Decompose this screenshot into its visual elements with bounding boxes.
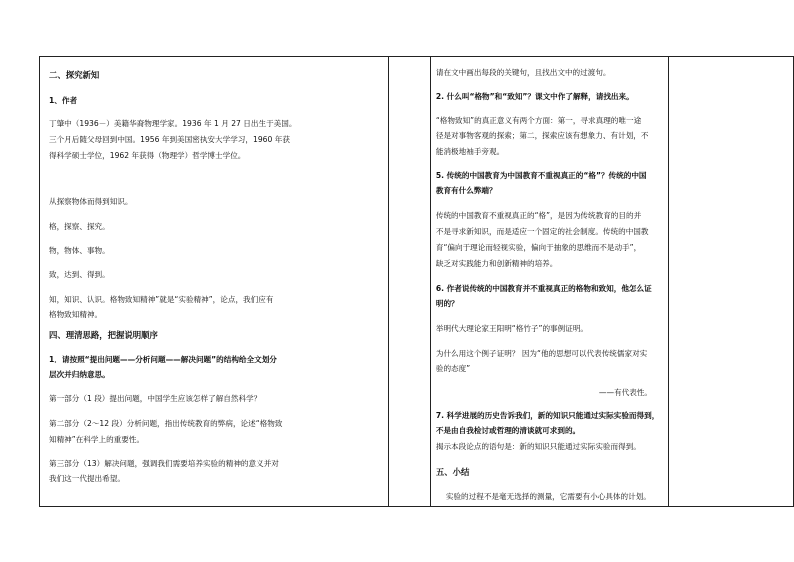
answer-5-line: 育“偏向于理论而轻视实验，偏向于抽象的思维而不是动手”， xyxy=(435,243,642,252)
part-3-line: 第三部分（13）解决问题，强调我们需要培养实验的精神的意义并对 xyxy=(49,459,279,468)
answer-5-line: 缺乏对实践能力和创新精神的培养。 xyxy=(435,259,558,268)
gewu-line: 格物致知精神。 xyxy=(49,310,103,319)
summary-text: 实验的过程不是毫无选择的测量，它需要有小心具体的计划。 xyxy=(445,492,651,501)
section-4-title: 四、理清思路，把握说明顺序 xyxy=(49,330,158,340)
answer-2-line: “格物致知”的真正意义有两个方面：第一，寻求真理的唯一途 xyxy=(435,116,642,125)
question-7-line: 不是由自我检讨或哲理的清谈就可求到的。 xyxy=(435,426,581,435)
part-1-text: 第一部分（1 段）提出问题，中国学生应该怎样了解自然科学？ xyxy=(49,394,262,403)
question-5-line: 5. 传统的中国教育为中国教育不重视真正的“格”？传统的中国 xyxy=(435,171,647,180)
question-5-line: 教育有什么弊端？ xyxy=(435,186,497,195)
question-2: 2. 什么叫“格物”和“致知”？课文中作了解释，请找出来。 xyxy=(435,92,634,101)
part-2-line: 第二部分（2～12 段）分析问题，指出传统教育的弊病，论述“格物致 xyxy=(49,419,283,428)
answer-2-line: 能消极地袖手旁观。 xyxy=(435,147,505,156)
answer-5-line: 不是寻求新知识，而是适应一个固定的社会制度。传统的中国教 xyxy=(435,227,649,236)
author-line: 得科学硕士学位，1962 年获得（物理学）哲学博士学位。 xyxy=(49,151,246,160)
part-3-line: 我们这一代提出希望。 xyxy=(49,474,125,483)
gewu-line: 致，达到、得到。 xyxy=(49,270,110,279)
gewu-line: 物，物体、事物。 xyxy=(49,246,110,255)
part-2-line: 知精神”在科学上的重要性。 xyxy=(49,435,145,444)
why-line: 验的态度” xyxy=(435,364,471,373)
answer-2-line: 径是对事物客观的探索；第二，探索应该有想象力、有计划，不 xyxy=(435,131,649,140)
author-line: 三个月后随父母回到中国。1956 年到美国密执安大学学习，1960 年获 xyxy=(49,135,290,144)
section-2-title: 二、探究新知 xyxy=(49,70,100,80)
intro-text: 请在文中画出每段的关键句，且找出文中的过渡句。 xyxy=(435,68,611,77)
question-7-line: 7. 科学进展的历史告诉我们，新的知识只能通过实际实验而得到， xyxy=(435,411,660,420)
gewu-line: 知，知识、认识。格物致知精神”就是“实验精神”，论点，我们应有 xyxy=(49,295,274,304)
question-6-line: 明的？ xyxy=(435,299,459,308)
why-line: 为什么用这个例子证明？ 因为“他的思想可以代表传统儒家对实 xyxy=(435,349,648,358)
answer-5-line: 传统的中国教育不重视真正的“格”，是因为传统教育的目的并 xyxy=(435,211,642,220)
question-1-line: 层次并归纳意思。 xyxy=(49,370,110,379)
right-content-cell xyxy=(430,57,668,507)
left-content-cell xyxy=(40,57,389,507)
author-heading: 1、作者 xyxy=(49,96,78,105)
blank-right-cell xyxy=(668,57,793,507)
why-tail: ——有代表性。 xyxy=(598,388,653,397)
gewu-line: 格，探察、探究。 xyxy=(49,222,110,231)
lesson-table xyxy=(39,56,794,507)
blank-column-cell xyxy=(389,57,431,507)
question-1-line: 1．请按照“提出问题——分析问题——解决问题”的结构给全文划分 xyxy=(49,355,277,364)
section-5-title: 五、小结 xyxy=(435,467,470,477)
answer-7: 揭示本段论点的语句是：新的知识只能通过实际实验而得到。 xyxy=(435,442,641,451)
question-6-line: 6. 作者说传统的中国教育并不重视真正的格物和致知，他怎么证 xyxy=(435,284,652,293)
answer-6: 举明代大理论家王阳明“格竹子”的事例证明。 xyxy=(435,324,589,333)
gewu-line: 从探察物体而得到知识。 xyxy=(49,197,133,206)
author-line: 丁肇中（1936－）美籍华裔物理学家。1936 年 1 月 27 日出生于美国。 xyxy=(49,119,297,128)
